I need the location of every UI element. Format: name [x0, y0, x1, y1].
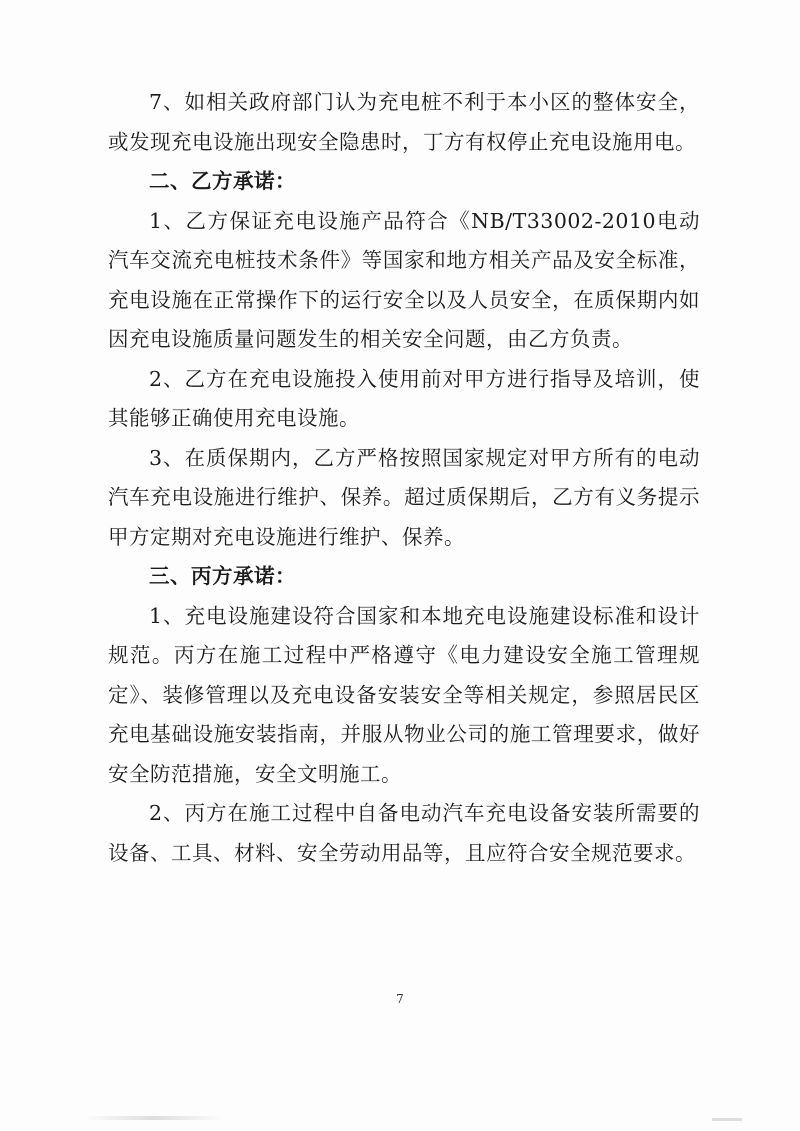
section-heading-party-c: 三、丙方承诺：: [149, 564, 296, 588]
scan-edge-mark: [712, 1118, 742, 1121]
body-text: [108, 83, 700, 873]
scan-smudge: [84, 1116, 224, 1120]
section-heading-party-b: 二、乙方承诺：: [149, 169, 296, 193]
party-b-clause-2: 2、乙方在充电设施投入使用前对甲方进行指导及培训，使其能够正确使用充电设施。: [108, 366, 700, 430]
page-number: 7: [396, 992, 404, 1006]
party-c-clause-1: 1、充电设施建设符合国家和本地充电设施建设标准和设计规范。丙方在施工过程中严格遵守《电力建设安全施工管理规定》、装修管理以及充电设备安装安全等相关规定，参照居民区充电基础设施安装指南，并服从物业公司的施工管理要求，做好安全防范措施，安全文明施工。: [108, 603, 700, 786]
party-b-clause-3: 3、在质保期内，乙方严格按照国家规定对甲方所有的电动汽车充电设施进行维护、保养。超过质保期后，乙方有义务提示甲方定期对充电设施进行维护、保养。: [108, 445, 700, 549]
clause-7-paragraph: 7、如相关政府部门认为充电桩不利于本小区的整体安全，或发现充电设施出现安全隐患时，丁方有权停止充电设施用电。: [108, 90, 700, 154]
party-c-clause-2: 2、丙方在施工过程中自备电动汽车充电设备安装所需要的设备、工具、材料、安全劳动用品等，且应符合安全规范要求。: [108, 801, 700, 865]
party-b-clause-1: 1、乙方保证充电设施产品符合《NB/T33002-2010电动汽车交流充电桩技术条件》等国家和地方相关产品及安全标准，充电设施在正常操作下的运行安全以及人员安全，在质保期内如因充电设施质量问题发生的相关安全问题，由乙方负责。: [108, 208, 700, 351]
